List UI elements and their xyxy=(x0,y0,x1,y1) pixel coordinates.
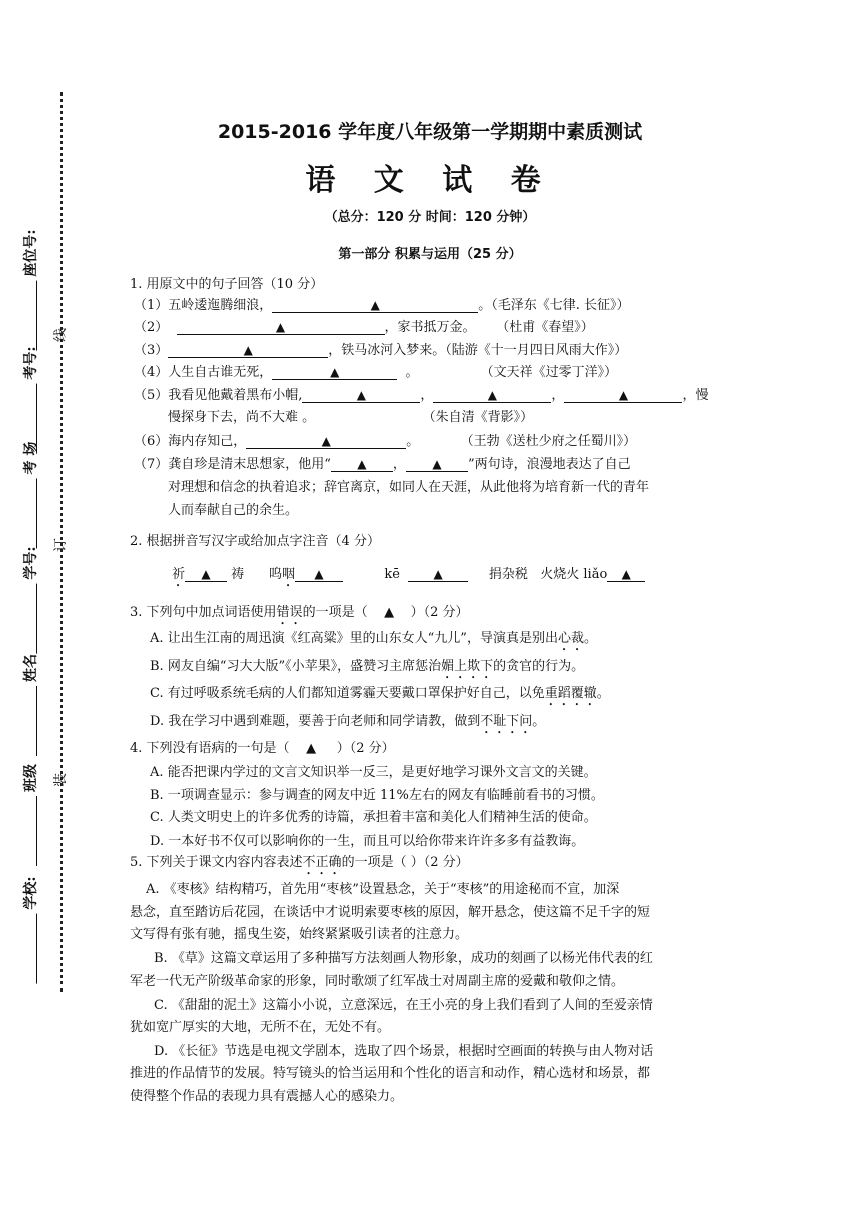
exam-room-field[interactable]: 考 场 xyxy=(20,442,40,549)
answer-blank[interactable]: ▲ xyxy=(272,365,397,380)
answer-blank[interactable]: ▲ xyxy=(331,457,393,472)
q5-option-a-1: A. 《枣核》结构精巧，首先用“枣核”设置悬念，关于“枣核”的用途秘而不宣，加深 xyxy=(146,882,620,897)
answer-blank[interactable]: ▲ xyxy=(272,298,478,313)
q5-stem: 5. 下列关于课文内容内容表述不正确的一项是（ ）（2 分） xyxy=(130,855,469,870)
q5-option-a-2: 悬念，直至踏访后花园，在谈话中才说明索要枣核的原因，解开悬念，使这篇不足千字的短 xyxy=(130,905,651,920)
answer-marker[interactable]: ▲ xyxy=(306,741,317,756)
q4-stem: 4. 下列没有语病的一句是（ ▲ ）（2 分） xyxy=(130,741,395,756)
q5-option-c-2: 犹如宽广厚实的大地，无所不在，无处不有。 xyxy=(130,1020,391,1035)
q2-items: 祈 ▲ 祷 呜咽 ▲ kē ▲ 捐杂税 火烧火 liǎo ▲ xyxy=(172,563,645,590)
q4-option-c: C. 人类文明史上的许多优秀的诗篇，承担着丰富和美化人们精神生活的使命。 xyxy=(150,810,597,825)
q1-line-7: （7）龚自珍是清末思想家，他用“ ▲ ， ▲ ”两句诗，浪漫地表达了自己 xyxy=(134,457,631,472)
binding-mark-ding: 订 xyxy=(53,538,69,552)
q1-line-7-cont: 对理想和信念的执着追求；辞官离京，如同人在天涯，从此他将为培育新一代的青年 xyxy=(168,480,650,495)
q1-line-6: （6）海内存知己， ▲ 。 （王勃《送杜少府之任蜀川》） xyxy=(134,434,637,449)
q5-option-d-3: 使得整个作品的表现力具有震撼人心的感染力。 xyxy=(130,1089,404,1104)
answer-blank[interactable]: ▲ xyxy=(607,567,645,582)
binding-mark-xian: 线 xyxy=(53,328,69,342)
class-field[interactable]: 班级 xyxy=(20,764,40,866)
answer-blank[interactable]: ▲ xyxy=(168,343,328,358)
answer-blank[interactable]: ▲ xyxy=(246,434,406,449)
q5-option-b-1: B. 《草》这篇文章运用了多种描写方法刻画人物形象，成功的刻画了以杨光伟代表的红 xyxy=(154,951,653,966)
q5-option-d-1: D. 《长征》节选是电视文学剧本，选取了四个场景，根据时空画面的转换与由人物对话 xyxy=(154,1044,654,1059)
answer-blank[interactable]: ▲ xyxy=(177,320,385,335)
q1-line-7-cont2: 人而奉献自己的余生。 xyxy=(168,503,299,518)
q5-option-d-2: 推进的作品情节的发展。特写镜头的恰当运用和个性化的语言和动作，精心选材和场景，都 xyxy=(130,1066,651,1081)
q5-option-c-1: C. 《甜甜的泥土》这篇小小说，立意深远，在王小亮的身上我们看到了人间的至爱亲情 xyxy=(154,998,653,1013)
exam-info: （总分：120 分 时间：120 分钟） xyxy=(324,210,536,225)
q3-option-a: A. 让出生江南的周迅演《红高粱》里的山东女人“九儿”，导演真是别出心裁。 xyxy=(150,631,597,646)
q4-option-b: B. 一项调查显示：参与调查的网友中近 11%左右的网友有临睡前看书的习惯。 xyxy=(150,788,604,803)
student-no-field[interactable]: 学号: xyxy=(20,546,40,653)
seat-no-field[interactable]: 座位号: xyxy=(20,229,40,350)
school-field[interactable]: 学校: xyxy=(20,876,40,983)
q3-option-d: D. 我在学习中遇到难题，要善于向老师和同学请教，做到不耻下问。 xyxy=(150,714,546,729)
answer-blank[interactable]: ▲ xyxy=(185,567,227,582)
q2-stem: 2. 根据拼音写汉字或给加点字注音（4 分） xyxy=(130,534,380,549)
subject-title: 语 文 试 卷 xyxy=(305,163,555,198)
answer-blank[interactable]: ▲ xyxy=(433,388,551,403)
q3-stem: 3. 下列句中加点词语使用错误的一项是（ ▲ ）（2 分） xyxy=(130,605,469,620)
q4-option-a: A. 能否把课内学过的文言文知识举一反三，是更好地学习课外文言文的关键。 xyxy=(150,765,597,780)
answer-blank[interactable]: ▲ xyxy=(408,567,468,582)
exam-title: 2015-2016 学年度八年级第一学期期中素质测试 xyxy=(217,121,643,143)
answer-blank[interactable]: ▲ xyxy=(302,388,420,403)
answer-blank[interactable]: ▲ xyxy=(295,567,343,582)
q5-option-a-3: 文写得有张有驰，摇曳生姿，始终紧紧吸引读者的注意力。 xyxy=(130,927,469,942)
q3-option-c: C. 有过呼吸系统毛病的人们都知道雾霾天要戴口罩保护好自己，以免重蹈覆辙。 xyxy=(150,686,610,701)
name-field[interactable]: 姓名 xyxy=(20,654,40,756)
answer-blank[interactable]: ▲ xyxy=(564,388,682,403)
answer-marker[interactable]: ▲ xyxy=(384,605,395,620)
q1-line-5-cont: 慢探身下去，尚不大难 。 （朱自清《背影》） xyxy=(168,410,534,425)
q4-option-d: D. 一本好书不仅可以影响你的一生，而且可以给你带来许许多多有益教诲。 xyxy=(150,834,585,849)
q1-line-4: （4）人生自古谁无死， ▲ 。 （文天祥《过零丁洋》） xyxy=(134,365,618,380)
exam-no-field[interactable]: 考号: xyxy=(20,346,40,453)
binding-mark-zhuang: 装 xyxy=(53,773,69,787)
q1-line-5: （5）我看见他戴着黑布小帽, ▲ ， ▲ ， ▲ ，慢 xyxy=(134,388,709,403)
q1-stem: 1. 用原文中的句子回答（10 分） xyxy=(130,277,324,292)
section-title: 第一部分 积累与运用（25 分） xyxy=(338,247,522,262)
q1-line-1: （1）五岭逶迤腾细浪， ▲ 。（毛泽东《七律. 长征》） xyxy=(134,298,630,313)
q3-option-b: B. 网友自编“习大大版”《小苹果》，盛赞习主席惩治媚上欺下的贪官的行为。 xyxy=(150,659,585,674)
q5-option-b-2: 军老一代无产阶级革命家的形象，同时歌颂了红军战士对周副主席的爱戴和敬仰之情。 xyxy=(130,974,625,989)
q1-line-3: （3） ▲ ，铁马冰河入梦来。（陆游《十一月四日风雨大作》） xyxy=(134,343,628,358)
answer-blank[interactable]: ▲ xyxy=(406,457,468,472)
q1-line-2: （2） ▲ ，家书抵万金。 （杜甫《春望》） xyxy=(134,320,594,335)
